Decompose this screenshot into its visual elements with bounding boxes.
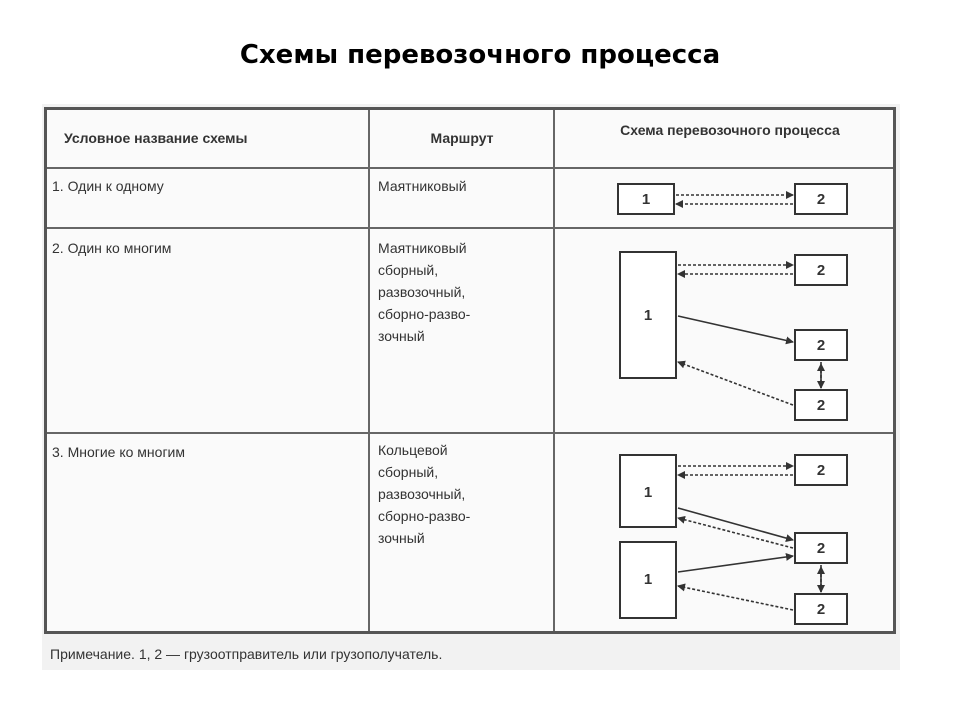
header-scheme: Схема перевозочного процесса [620,122,840,138]
receiver-label: 2 [816,540,826,557]
receiver-label: 2 [816,191,826,208]
row-2-route-line: зочный [378,328,425,344]
arrow-return [678,586,793,610]
header-scheme-name: Условное название схемы [64,130,248,146]
arrow-delivery [678,556,793,572]
row-2-route-line: Маятниковый [378,240,467,256]
row-2-name: 2. Один ко многим [52,240,172,256]
arrow-delivery [678,316,793,342]
slide-title: Схемы перевозочного процесса [239,40,721,70]
row-3-name: 3. Многие ко многим [52,444,185,460]
row-2-route-line: развозочный, [378,284,466,300]
receiver-label: 2 [816,337,826,354]
row-3-route-line: сборный, [378,464,439,480]
table-footnote: Примечание. 1, 2 — грузоотправитель или грузополучатель. [50,646,443,662]
row-1-name: 1. Один к одному [52,178,164,194]
row-3-route-line: сборно-разво- [378,508,471,524]
scheme-one-to-many [620,252,847,420]
sender-label: 1 [643,571,653,588]
receiver-label: 2 [816,601,826,618]
arrow-delivery [678,508,793,540]
row-2-route-line: сборно-разво- [378,306,471,322]
sender-label: 1 [641,191,651,208]
receiver-label: 2 [816,462,826,479]
row-3-route-line: Кольцевой [378,442,448,458]
sender-label: 1 [643,484,653,501]
row-3-route-line: развозочный, [378,486,466,502]
receiver-label: 2 [816,262,826,279]
row-2-route-line: сборный, [378,262,439,278]
scheme-one-to-one [618,184,847,214]
row-1-route: Маятниковый [378,178,467,194]
scheme-many-to-many [620,455,847,624]
row-3-route-line: зочный [378,530,425,546]
arrow-return [678,518,793,548]
sender-label: 1 [643,307,653,324]
arrow-return [678,362,793,405]
receiver-label: 2 [816,397,826,414]
header-route: Маршрут [430,130,494,146]
